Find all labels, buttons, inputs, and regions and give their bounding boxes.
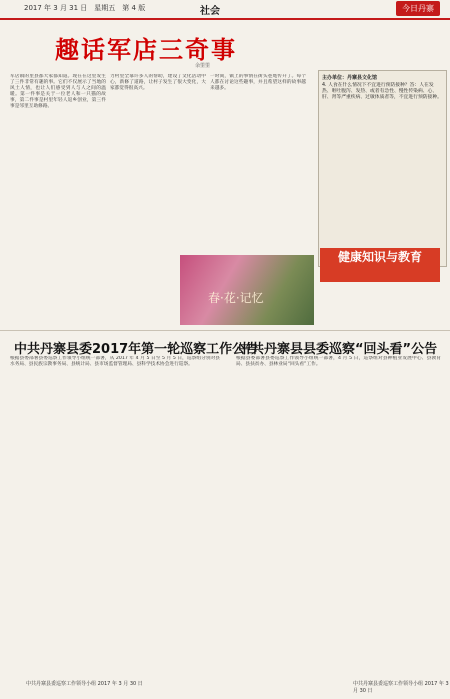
qr-callout bbox=[320, 248, 440, 282]
notice-right-text: 根据县委部署县委巡察工作领导小组统一部署，4 月 5 日，巡察组对县种植业发展中心、县教育局、县扶贫办、县林业局“回头看”工作。 bbox=[236, 356, 441, 367]
section-divider bbox=[0, 330, 450, 331]
notice-title-left: 中共丹寨县委2017年第一轮巡察工作公告 bbox=[14, 342, 259, 357]
date-issue: 2017 年 3 月 31 日 星期五 第 4 版 bbox=[24, 4, 146, 12]
photo-caption: 春·花·记忆 bbox=[208, 291, 264, 305]
newspaper-logo: 今日丹寨 bbox=[396, 1, 440, 16]
photo bbox=[180, 255, 314, 325]
health-info-box bbox=[318, 70, 447, 267]
header-divider bbox=[0, 18, 450, 20]
article-column: 力村里全靠许多人的帮助，建设了文化活动中心，新修了道路，让村子发生了很大变化，大家都觉得很高兴。 bbox=[110, 74, 206, 91]
article-column: 军店镇的里县都大家都知道。现在在这里发生了三件非常有趣的事。它们不仅展示了当地的风土人情，也让人们感受到人与人之间的温暖。第一件事是关于一位老人和一只猫的故事，第二件事是村里年轻人返乡创业，第三件事是邻里互助修路。 bbox=[10, 74, 106, 109]
page-header bbox=[0, 0, 450, 19]
section-title: 社会 bbox=[200, 6, 220, 17]
article-column: 一时间，镇上的事情在街头巷尾传开了。每个人都在讨论这些趣事，并且希望这样的故事越来越多。 bbox=[210, 74, 306, 91]
article-byline: 余里里 bbox=[195, 63, 211, 69]
box-text: 4. 人食在什么情况下不宜进行预防接种？答：人在发热、呕吐腹泻、发热、或者有急性、慢性传染病、心、肝、肾等严重疾病、过敏体质者等，不宜进行预防接种。 bbox=[322, 83, 442, 100]
article-headline: 趣话军店三奇事 bbox=[55, 35, 237, 64]
notice-left-text: 根据县委部署县委巡察工作领导小组统一部署，从 2017 年 4 月 5 日至 5 月 5 日，巡察组分别对县水务局、县民族宗教事务局、县统计局、县市场监督管理局、县科学技术协会进行巡察。 bbox=[10, 356, 220, 367]
footer-right: 中共丹寨县委巡察工作领导小组 2017 年 3 月 30 日 bbox=[353, 681, 449, 694]
footer-left: 中共丹寨县委巡察工作领导小组 2017 年 3 月 30 日 bbox=[26, 681, 143, 687]
notice-title-right: 中共丹寨县县委巡察“回头看”公告 bbox=[238, 342, 438, 357]
qr-callout-text: 健康知识与教育 bbox=[337, 250, 422, 264]
box-title: 主办单位：丹寨县文化馆 bbox=[322, 75, 378, 81]
